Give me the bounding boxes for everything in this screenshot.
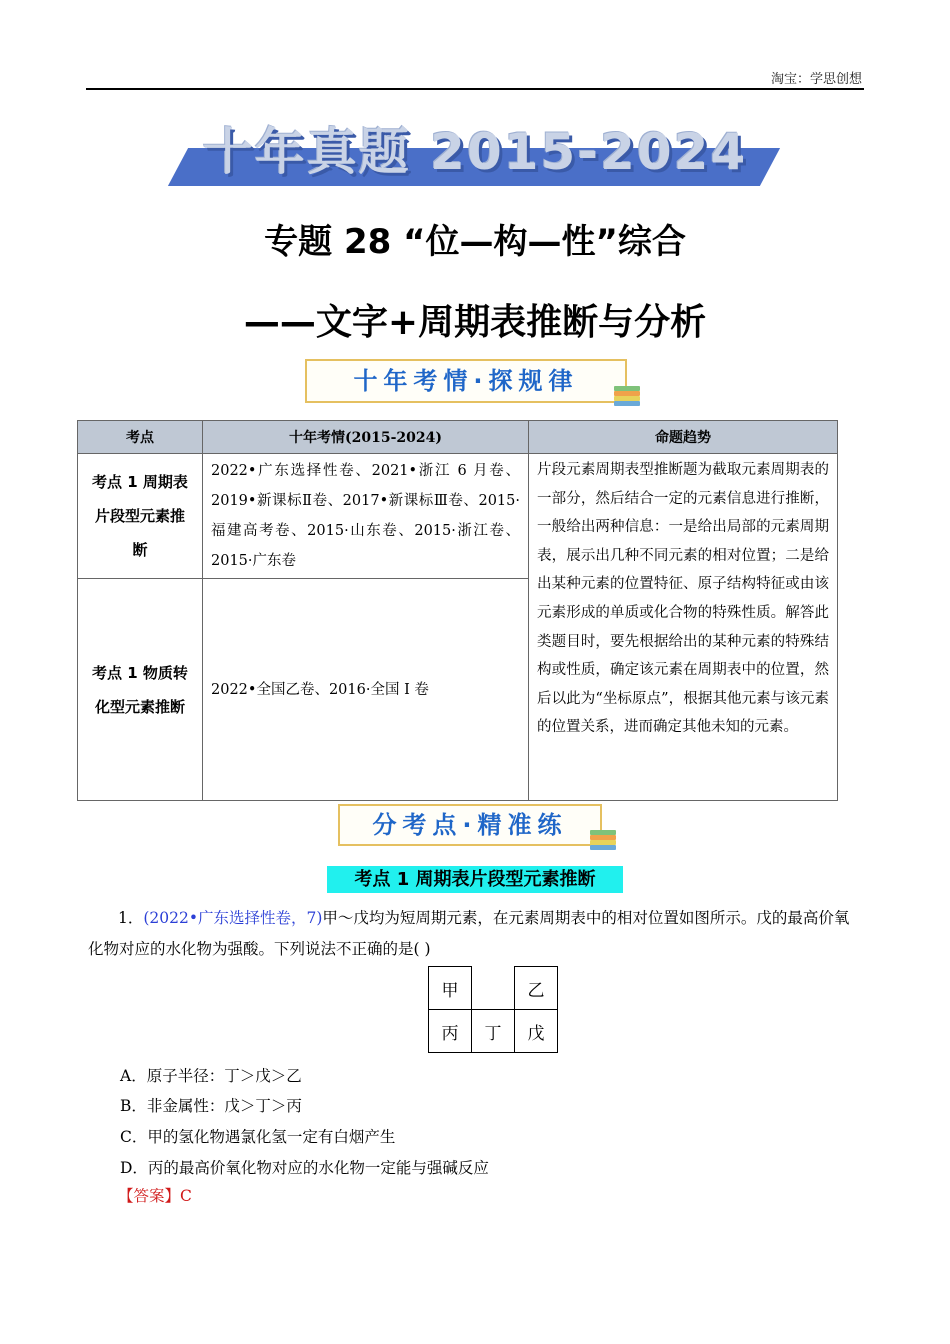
option-c: C．甲的氢化物遇氯化氢一定有白烟产生 bbox=[120, 1128, 396, 1146]
question-number: 1． bbox=[118, 909, 144, 927]
books-icon bbox=[590, 830, 616, 850]
col-header-point: 考点 bbox=[78, 421, 203, 454]
element-cell: 丙 bbox=[429, 1010, 472, 1053]
element-cell: 乙 bbox=[515, 967, 558, 1010]
section-title: 考点 1 周期表片段型元素推断 bbox=[327, 866, 623, 893]
header-store: 淘宝：学思创想 bbox=[770, 72, 862, 87]
periodic-table-fragment bbox=[428, 966, 558, 1053]
tag-practice: 分考点·精准练 bbox=[338, 804, 602, 846]
question-text: 甲～戊均为短周期元素，在元素周期表中的相对位置如图所示。戊的最高价氧化物对应的水化物为强酸。下列说法不正确的是( ) bbox=[88, 909, 850, 958]
overview-table bbox=[77, 420, 838, 801]
doc-title-line2: ——文字+周期表推断与分析 bbox=[243, 302, 707, 343]
answer-label: 【答案】 bbox=[118, 1187, 181, 1205]
point-cell: 考点 1 周期表片段型元素推断 bbox=[78, 454, 203, 579]
element-cell: 丁 bbox=[472, 1010, 515, 1053]
trend-cell: 片段元素周期表型推断题为截取元素周期表的一部分，然后结合一定的元素信息进行推断，一般给出两种信息：一是给出局部的元素周期表，展示出几种不同元素的相对位置；二是给出某种元素的位置特征、原子结构特征或由该元素形成的单质或化合物的特殊性质。解答此类题目时，要先根据给出的某种元素的特殊结构或性质，确定该元素在周期表中的位置，然后以此为“坐标原点”，根据其他元素与该元素的位置关系，进而确定其他未知的元素。 bbox=[529, 454, 838, 801]
point-cell: 考点 1 物质转化型元素推断 bbox=[78, 579, 203, 801]
option-d: D．丙的最高价氧化物对应的水化物一定能与强碱反应 bbox=[120, 1159, 489, 1177]
years-cell: 2022•全国乙卷、2016·全国 I 卷 bbox=[203, 579, 529, 801]
question-source: (2022•广东选择性卷，7) bbox=[143, 909, 323, 927]
header-rule bbox=[86, 88, 864, 90]
books-icon bbox=[614, 386, 640, 406]
answer-value: C bbox=[180, 1187, 192, 1205]
years-cell: 2022•广东选择性卷、2021•浙江 6 月卷、2019•新课标Ⅱ卷、2017•新课标Ⅲ卷、2015·福建高考卷、2015·山东卷、2015·浙江卷、2015·广东卷 bbox=[203, 454, 529, 579]
tag-overview: 十年考情·探规律 bbox=[305, 359, 627, 403]
element-cell: 甲 bbox=[429, 967, 472, 1010]
element-cell: 戊 bbox=[515, 1010, 558, 1053]
empty-cell bbox=[472, 967, 515, 1010]
banner-title: 十年真题 2015-2024 bbox=[202, 123, 748, 181]
option-b: B．非金属性：戊＞丁＞丙 bbox=[120, 1097, 302, 1115]
doc-title-line1: 专题 28 “位—构—性”综合 bbox=[264, 222, 686, 262]
col-header-trend: 命题趋势 bbox=[529, 421, 838, 454]
col-header-years: 十年考情(2015-2024) bbox=[203, 421, 529, 454]
answer bbox=[118, 1184, 192, 1206]
option-a: A．原子半径：丁＞戊＞乙 bbox=[120, 1067, 302, 1085]
question-stem bbox=[88, 903, 863, 965]
